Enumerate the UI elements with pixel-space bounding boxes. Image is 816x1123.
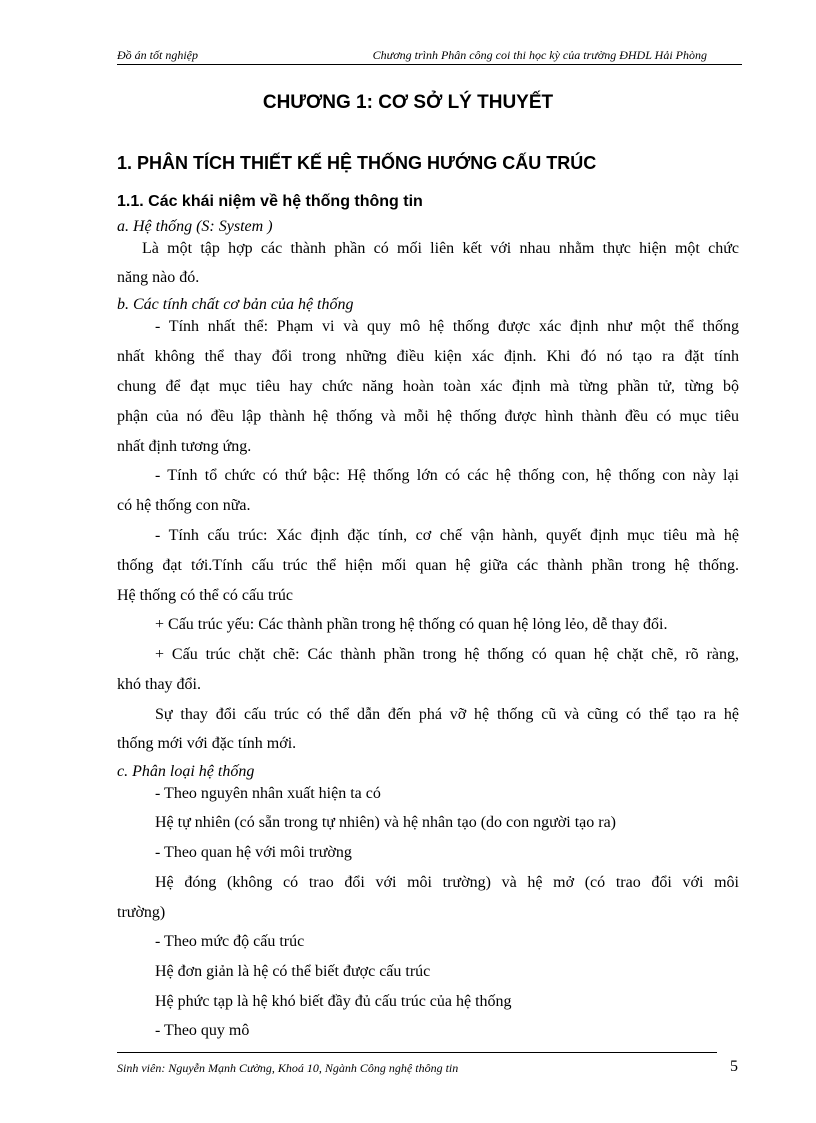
paragraph-line: nhất định tương ứng. <box>117 438 252 455</box>
paragraph-line: chung để đạt mục tiêu hay chức năng hoàn toàn xác định mà từng phần tử, từng bộ <box>117 378 739 395</box>
paragraph-line: + Cấu trúc chặt chẽ: Các thành phần trong hệ thống có quan hệ chặt chẽ, rõ ràng, <box>155 646 739 663</box>
footer-rule <box>117 1052 717 1053</box>
paragraph-line: - Theo nguyên nhân xuất hiện ta có <box>155 785 381 802</box>
section-title: 1. PHÂN TÍCH THIẾT KẾ HỆ THỐNG HƯỚNG CẤU TRÚC <box>117 153 597 173</box>
paragraph-line: Hệ tự nhiên (có sẵn trong tự nhiên) và hệ nhân tạo (do con người tạo ra) <box>155 814 617 831</box>
page-number: 5 <box>730 1058 738 1075</box>
paragraph-line: Hệ đóng (không có trao đổi với môi trường) và hệ mở (có trao đổi với môi <box>155 874 739 891</box>
paragraph-line: - Theo mức độ cấu trúc <box>155 933 305 950</box>
heading-a: a. Hệ thống (S: System ) <box>117 218 273 235</box>
paragraph-line: nhất không thể thay đổi trong những điều kiện xác định. Khi đó nó tạo ra đặt tính <box>117 348 739 365</box>
header-left: Đồ án tốt nghiệp <box>117 48 198 62</box>
paragraph-line: Sự thay đổi cấu trúc có thể dẫn đến phá vỡ hệ thống cũ và cũng có thể tạo ra hệ <box>155 706 739 723</box>
paragraph-line: - Theo quan hệ với môi trường <box>155 844 352 861</box>
paragraph-line: Là một tập hợp các thành phần có mối liên kết với nhau nhằm thực hiện một chức <box>142 240 739 257</box>
subsection-title: 1.1. Các khái niệm về hệ thống thông tin <box>117 193 423 210</box>
paragraph-line: - Tính nhất thể: Phạm vi và quy mô hệ thống được xác định như một thể thống <box>155 318 739 335</box>
paragraph-line: - Tính tổ chức có thứ bậc: Hệ thống lớn có các hệ thống con, hệ thống con này lại <box>155 467 739 484</box>
paragraph-line: khó thay đổi. <box>117 676 201 693</box>
paragraph-line: thống mới với đặc tính mới. <box>117 735 297 752</box>
heading-b: b. Các tính chất cơ bản của hệ thống <box>117 296 354 313</box>
paragraph-line: Hệ phức tạp là hệ khó biết đầy đủ cấu trúc của hệ thống <box>155 993 512 1010</box>
paragraph-line: thống đạt tới.Tính cấu trúc thể hiện mối quan hệ giữa các thành phần trong hệ thống. <box>117 557 739 574</box>
paragraph-line: Hệ thống có thể có cấu trúc <box>117 587 293 604</box>
paragraph-line: trường) <box>117 904 166 921</box>
paragraph-line: có hệ thống con nữa. <box>117 497 251 514</box>
paragraph-line: phận của nó đều lập thành hệ thống và mỗi hệ thống được hình thành đều có mục tiêu <box>117 408 739 425</box>
paragraph-line: - Tính cấu trúc: Xác định đặc tính, cơ chế vận hành, quyết định mục tiêu mà hệ <box>155 527 739 544</box>
paragraph-line: năng nào đó. <box>117 269 200 286</box>
paragraph-line: - Theo quy mô <box>155 1022 250 1039</box>
page-header <box>117 46 742 65</box>
paragraph-line: Hệ đơn giản là hệ có thể biết được cấu trúc <box>155 963 431 980</box>
header-right: Chương trình Phân công coi thi học kỳ của trường ĐHDL Hải Phòng <box>372 48 707 62</box>
paragraph-line: + Cấu trúc yếu: Các thành phần trong hệ thống có quan hệ lỏng lẻo, dễ thay đổi. <box>155 616 668 633</box>
chapter-title: CHƯƠNG 1: CƠ SỞ LÝ THUYẾT <box>262 92 554 113</box>
heading-c: c. Phân loại hệ thống <box>117 763 255 780</box>
footer-text: Sinh viên: Nguyễn Mạnh Cường, Khoá 10, Ngành Công nghệ thông tin <box>117 1061 459 1075</box>
